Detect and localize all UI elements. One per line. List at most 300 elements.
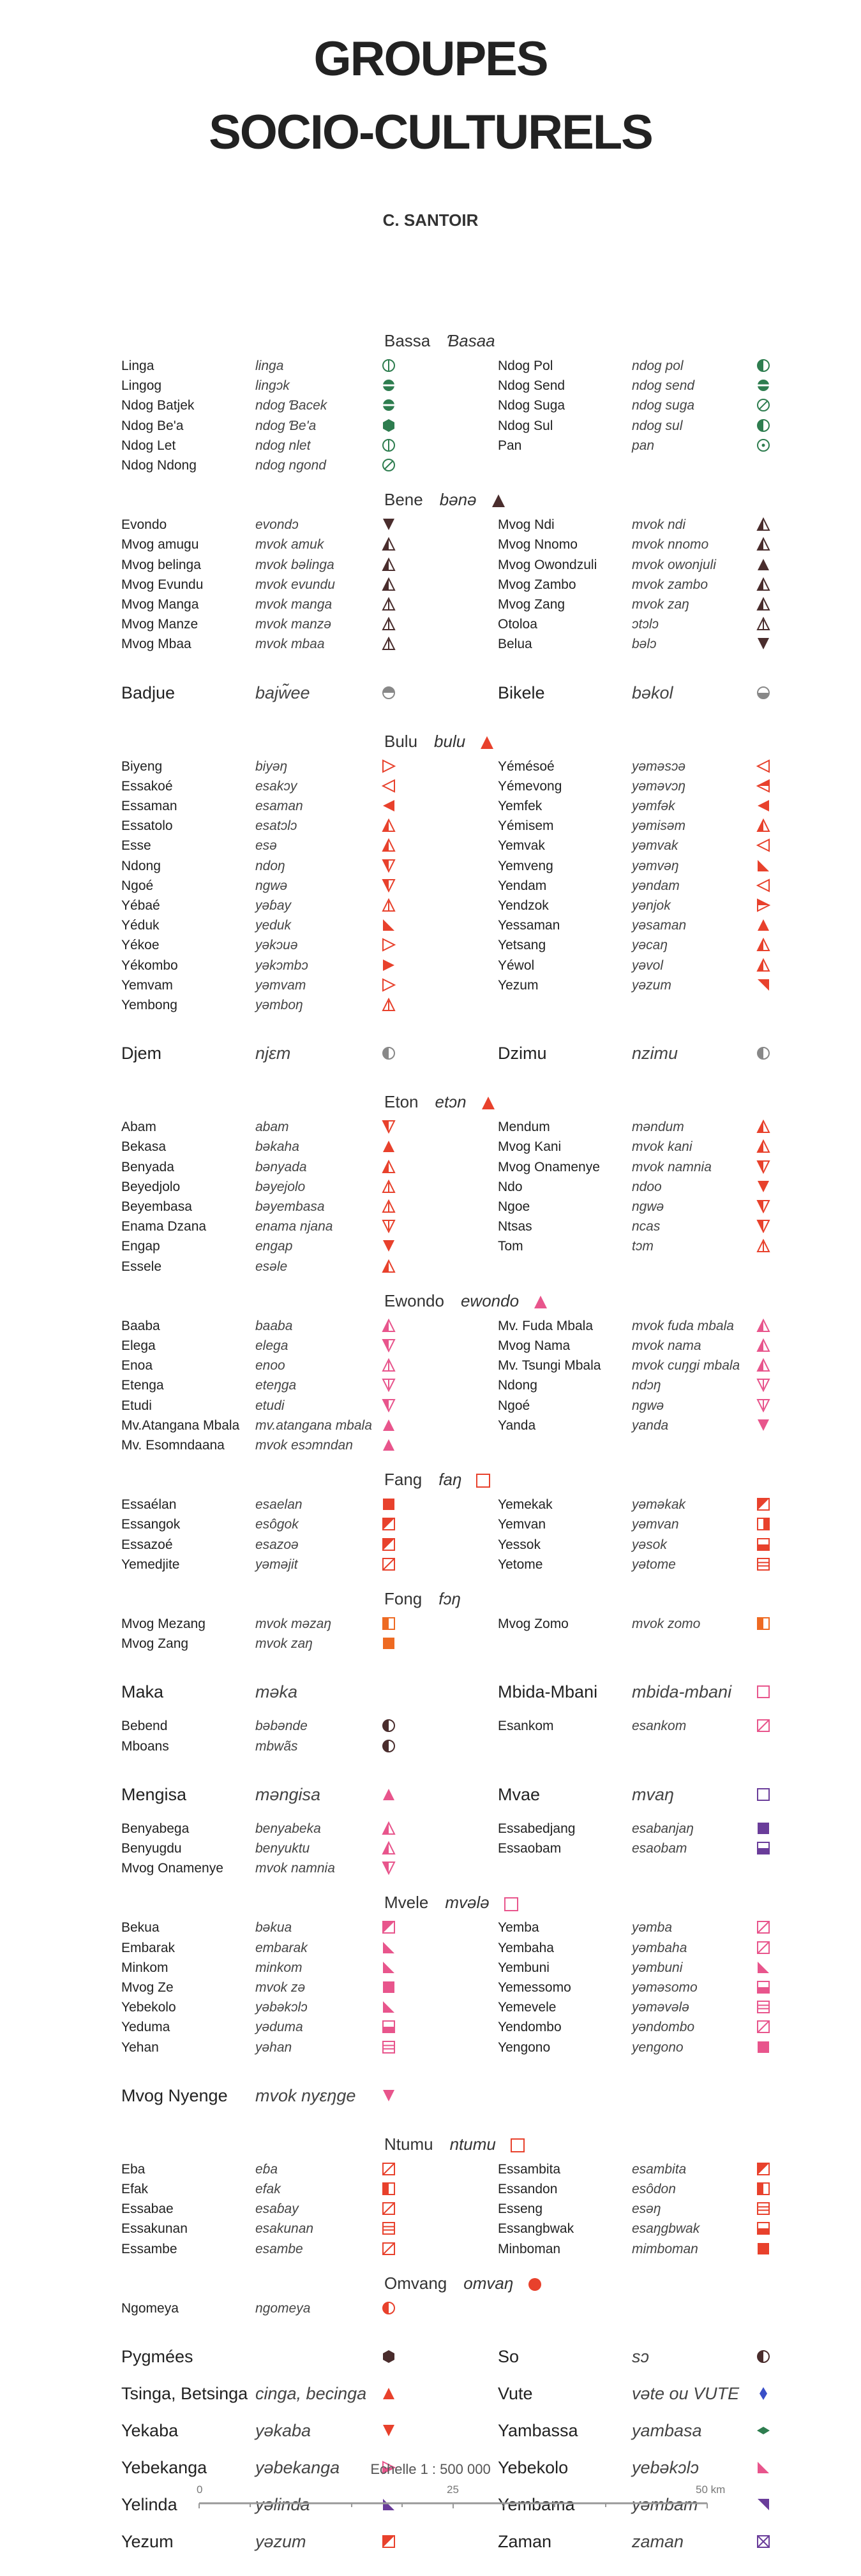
group-transcription: bəyejolo (255, 1179, 306, 1194)
legend-row (121, 1040, 401, 1066)
group-transcription: yəməvɔŋ (632, 778, 686, 794)
group-name: Yendombo (498, 2020, 562, 2035)
group-transcription: yanda (632, 1418, 669, 1433)
group-name: Mbida-Mbani (498, 1682, 598, 1702)
group-transcription: yəzum (255, 2532, 306, 2551)
legend-row (121, 1679, 401, 1705)
section-symbol-icon (519, 1291, 548, 1310)
group-transcription: yəməvələ (632, 2000, 689, 2015)
legend-row (121, 555, 401, 575)
section-header (384, 2134, 525, 2154)
group-name: Mvog Kani (498, 1139, 562, 1155)
group-transcription: tɔm (632, 1239, 654, 1254)
group-name: Yemevele (498, 2000, 557, 2015)
group-name: Yémevong (498, 778, 562, 794)
legend-row (121, 515, 401, 535)
group-name: Mvog Mezang (121, 1617, 206, 1631)
legend-row (121, 1375, 401, 1395)
title-line-2: SOCIO-CULTURELS (209, 105, 652, 159)
group-transcription: ndog pol (632, 359, 684, 373)
legend-row (498, 1117, 775, 1137)
group-transcription: yəkaba (255, 2421, 311, 2440)
legend-row (121, 436, 401, 455)
group-name: Ndog Sul (498, 418, 553, 433)
group-transcription: esatɔlɔ (255, 818, 297, 834)
legend-row (121, 416, 401, 436)
group-transcription: mvok nama (632, 1338, 701, 1353)
group-name: Mvog Onamenye (498, 1159, 600, 1174)
group-name: Ndong (121, 858, 161, 873)
legend-row (498, 776, 775, 796)
legend-row (498, 876, 775, 896)
legend-row (121, 1736, 401, 1756)
group-transcription: esakɔy (255, 778, 297, 794)
legend-row (121, 2298, 401, 2318)
legend-row (498, 1555, 775, 1574)
group-transcription: yəmbam (632, 2495, 698, 2514)
legend-row (121, 836, 401, 855)
group-transcription: ndog Ɓacek (255, 398, 327, 413)
legend-row (121, 680, 401, 706)
legend-row (121, 614, 401, 634)
legend-row (121, 915, 401, 935)
group-name: So (498, 2347, 520, 2366)
group-name: Yehan (121, 2039, 159, 2055)
group-transcription: yengono (632, 2039, 684, 2055)
legend-row (121, 1978, 401, 1997)
group-transcription: esôdon (632, 2182, 676, 2196)
group-transcription: eɓa (255, 2161, 278, 2177)
section-transcription: bulu (434, 731, 466, 751)
legend-row (121, 1958, 401, 1978)
scale-label: Echelle 1 : 500 000 (370, 2461, 491, 2477)
legend-row (498, 1839, 775, 1858)
group-transcription: yəmba (632, 1920, 673, 1936)
group-transcription: yeduk (255, 918, 292, 933)
group-transcription: ngwə (255, 878, 288, 893)
section-transcription: omvaŋ (463, 2273, 514, 2293)
group-transcription: yəmvam (255, 977, 306, 993)
group-name: Belua (498, 637, 532, 652)
group-transcription: bəlɔ (632, 637, 657, 652)
author: C. SANTOIR (382, 211, 479, 230)
group-name: Yezum (498, 977, 539, 993)
group-name: Essabae (121, 2202, 174, 2217)
group-name: Essambe (121, 2241, 177, 2256)
section-symbol-icon (490, 1893, 519, 1912)
section-header (384, 1892, 519, 1913)
legend-row (121, 535, 401, 554)
legend-row (121, 2344, 401, 2369)
legend-row (498, 836, 775, 855)
legend-row (498, 1819, 775, 1839)
group-name: Ndog Ndong (121, 458, 197, 473)
legend-row (121, 376, 401, 396)
group-transcription: mvok manzə (255, 617, 332, 632)
group-name: Essele (121, 1259, 162, 1274)
legend-row (498, 1782, 775, 1807)
group-transcription: esaelan (255, 1497, 303, 1513)
legend-row (121, 1316, 401, 1336)
group-name: Mv. Tsungi Mbala (498, 1358, 601, 1373)
group-transcription: benyabeka (255, 1821, 321, 1836)
group-transcription: yəməsɔə (632, 759, 686, 774)
legend-row (498, 1997, 775, 2017)
legend-row (498, 436, 775, 455)
group-name: Mvog Zambo (498, 577, 576, 592)
group-name: Yemfek (498, 799, 543, 813)
legend-row (498, 1918, 775, 1937)
group-transcription: yəndombo (632, 2020, 695, 2035)
section-header (384, 1291, 548, 1311)
legend-row (498, 575, 775, 595)
legend-row (121, 1555, 401, 1574)
group-transcription: mvok esɔmndan (255, 1438, 353, 1453)
group-transcription: bənyada (255, 1159, 307, 1174)
section-transcription: fɔŋ (438, 1589, 461, 1608)
section-symbol-icon (461, 1470, 491, 1489)
group-transcription: mvok bəlinga (255, 557, 334, 572)
group-name: Ngoe (498, 1199, 530, 1214)
legend-row (121, 956, 401, 975)
group-name: Yékombo (121, 958, 178, 973)
section-name: Eton (384, 1092, 419, 1112)
group-name: Yémésoé (498, 759, 555, 774)
group-transcription: ɔtɔlɔ (632, 617, 659, 632)
group-name: Essangok (121, 1517, 181, 1532)
group-transcription: ndɔŋ (632, 1378, 661, 1393)
group-transcription: ndog Ɓe'a (255, 418, 317, 433)
section-name: Mvele (384, 1893, 429, 1913)
group-transcription: bəbənde (255, 1719, 308, 1734)
group-transcription: yəzum (632, 977, 671, 993)
group-name: Engap (121, 1239, 160, 1254)
legend-row (498, 1356, 775, 1375)
legend-row (121, 1514, 401, 1534)
group-name: Yendzok (498, 898, 549, 913)
group-name: Yessok (498, 1537, 541, 1552)
group-name: Yambassa (498, 2421, 578, 2440)
group-name: Mendum (498, 1120, 550, 1135)
group-name: Yembong (121, 998, 177, 1012)
legend-row (121, 1177, 401, 1197)
legend-row (498, 2418, 775, 2443)
group-transcription: elega (255, 1338, 288, 1353)
group-transcription: bəkaha (255, 1139, 299, 1155)
group-name: Beyembasa (121, 1199, 192, 1214)
group-transcription: mvok zaŋ (255, 1636, 313, 1652)
legend-row (121, 2017, 401, 2037)
group-transcription: ndog nlet (255, 438, 311, 453)
group-transcription: yəməjit (255, 1557, 298, 1572)
group-transcription: enoo (255, 1358, 285, 1373)
group-name: Yembaha (498, 1940, 554, 1955)
group-name: Ndo (498, 1179, 523, 1194)
section-name: Bulu (384, 731, 418, 751)
group-transcription: mvok məzaŋ (255, 1617, 332, 1631)
legend-row (121, 1839, 401, 1858)
group-name: Embarak (121, 1940, 176, 1955)
legend-row (121, 2219, 401, 2239)
legend-row (498, 376, 775, 396)
legend-row (121, 995, 401, 1015)
group-transcription: yəmvak (632, 838, 678, 854)
legend-row (121, 1416, 401, 1435)
group-name: Abam (121, 1120, 156, 1135)
section-name: Fong (384, 1589, 423, 1608)
legend-row (498, 1716, 775, 1736)
legend-row (121, 1197, 401, 1217)
legend-row (498, 1236, 775, 1256)
group-transcription: esaɓay (255, 2202, 299, 2217)
group-transcription: yəməsomo (632, 1980, 698, 1995)
group-name: Mv. Esomndaana (121, 1438, 225, 1453)
group-name: Pygmées (121, 2347, 193, 2366)
legend-row (121, 1396, 401, 1416)
group-name: Yéduk (121, 918, 160, 933)
section-header (384, 1469, 491, 1490)
section-name: Ewondo (384, 1291, 444, 1310)
legend-row (121, 1634, 401, 1654)
group-transcription: eteŋga (255, 1378, 297, 1393)
group-name: Minboman (498, 2241, 561, 2256)
legend-row (121, 2159, 401, 2179)
group-transcription: mbida-mbani (632, 1682, 732, 1702)
group-name: Badjue (121, 683, 176, 702)
group-transcription: yəbekanga (255, 2458, 340, 2477)
group-transcription: bəkol (632, 683, 673, 702)
group-transcription: esambita (632, 2161, 687, 2177)
group-transcription: mvok zə (255, 1980, 306, 1995)
legend-row (498, 2199, 775, 2219)
group-transcription: yəmboŋ (255, 998, 303, 1012)
group-name: Yezum (121, 2532, 174, 2551)
section-transcription: bənə (439, 490, 477, 510)
group-name: Yékoe (121, 938, 160, 953)
group-transcription: abam (255, 1120, 289, 1135)
group-name: Yeduma (121, 2020, 170, 2035)
group-name: Esankom (498, 1719, 554, 1734)
legend-row (121, 975, 401, 995)
legend-row (121, 2083, 401, 2108)
group-transcription: məngisa (255, 1784, 321, 1804)
group-name: Mboans (121, 1738, 169, 1754)
group-name: Essandon (498, 2182, 558, 2196)
group-transcription: mvok nnomo (632, 537, 709, 552)
group-transcription: mvok kani (632, 1139, 693, 1155)
group-name: Yemvan (498, 1517, 546, 1532)
group-name: Tom (498, 1239, 523, 1254)
group-transcription: enama njana (255, 1219, 333, 1234)
group-transcription: mvok zaŋ (632, 597, 689, 612)
group-transcription: evondɔ (255, 517, 299, 533)
group-name: Djem (121, 1044, 162, 1063)
legend-row (498, 356, 775, 376)
legend-row (121, 1356, 401, 1375)
group-transcription: yambasa (632, 2421, 702, 2440)
group-transcription: mv.atangana mbala (255, 1418, 372, 1433)
legend-row (121, 896, 401, 915)
legend-row (121, 2199, 401, 2219)
group-transcription: yəkɔmbɔ (255, 958, 308, 973)
group-name: Maka (121, 1682, 164, 1702)
group-name: Dzimu (498, 1044, 547, 1063)
legend-row (498, 1137, 775, 1157)
legend-row (121, 1782, 401, 1807)
group-name: Linga (121, 359, 154, 373)
legend-row (121, 1495, 401, 1514)
scale-tick-25: 25 (447, 2483, 459, 2496)
group-transcription: mbwãs (255, 1738, 298, 1754)
group-name: Minkom (121, 1960, 168, 1975)
group-name: Essaman (121, 799, 177, 813)
legend-row (121, 796, 401, 816)
group-name: Yendam (498, 878, 547, 893)
group-name: Essakoé (121, 778, 173, 794)
legend-row (121, 1217, 401, 1236)
legend-row (498, 1197, 775, 1217)
group-transcription: esazoə (255, 1537, 299, 1552)
group-name: Baaba (121, 1318, 160, 1333)
group-name: Essakunan (121, 2221, 188, 2237)
group-transcription: yəsaman (632, 918, 687, 933)
group-transcription: yəcaŋ (632, 938, 668, 953)
group-name: Ntsas (498, 1219, 532, 1234)
group-name: Mvog Ze (121, 1980, 174, 1995)
group-transcription: esəle (255, 1259, 288, 1274)
group-transcription: yəmbuni (632, 1960, 683, 1975)
group-transcription: məka (255, 1682, 298, 1702)
group-name: Yembama (498, 2495, 575, 2514)
group-transcription: esə (255, 838, 277, 854)
group-transcription: embarak (255, 1940, 308, 1955)
section-transcription: faŋ (438, 1470, 462, 1490)
group-name: Yemedjite (121, 1557, 180, 1572)
scale-bar (198, 2499, 708, 2510)
group-name: Yelinda (121, 2495, 177, 2514)
group-transcription: ngomeya (255, 2300, 311, 2316)
group-transcription: esaŋgbwak (632, 2221, 700, 2237)
section-transcription: mvələ (445, 1893, 490, 1913)
group-name: Esse (121, 838, 151, 854)
group-transcription: etudi (255, 1398, 285, 1413)
group-name: Beyedjolo (121, 1179, 181, 1194)
group-transcription: ndoŋ (255, 858, 285, 873)
group-transcription: ndoo (632, 1179, 662, 1194)
group-transcription: esaobam (632, 1841, 687, 1856)
section-header (384, 731, 495, 751)
legend-row (498, 634, 775, 654)
section-name: Bassa (384, 331, 431, 350)
legend-row (498, 555, 775, 575)
legend-row (121, 1336, 401, 1356)
group-transcription: mvok mbaa (255, 637, 325, 652)
legend-row (121, 356, 401, 376)
legend-row (498, 1495, 775, 1514)
section-symbol-icon (467, 1092, 496, 1111)
legend-row (121, 396, 401, 415)
legend-row (498, 2159, 775, 2179)
legend-row (121, 935, 401, 955)
group-name: Enoa (121, 1358, 153, 1373)
group-transcription: vəte ou VUTE (632, 2384, 740, 2403)
group-name: Ndong (498, 1378, 537, 1393)
group-transcription: mvok cuŋgi mbala (632, 1358, 740, 1373)
legend-row (121, 856, 401, 876)
legend-row (498, 1157, 775, 1177)
group-name: Vute (498, 2384, 533, 2403)
group-transcription: ngwə (632, 1199, 664, 1214)
group-transcription: ndog ngond (255, 458, 326, 473)
group-name: Essambita (498, 2161, 561, 2177)
group-name: Tsinga, Betsinga (121, 2384, 248, 2403)
group-name: Benyugdu (121, 1841, 182, 1856)
group-transcription: esabanjaŋ (632, 1821, 694, 1836)
legend-row (498, 2219, 775, 2239)
legend-row (498, 935, 775, 955)
legend-row (498, 856, 775, 876)
section-name: Bene (384, 490, 423, 510)
legend-row (498, 1535, 775, 1555)
legend-row (498, 1416, 775, 1435)
group-transcription: minkom (255, 1960, 303, 1975)
group-transcription: ndog sul (632, 418, 683, 433)
group-name: Yéwol (498, 958, 535, 973)
group-transcription: yəɓay (255, 898, 292, 913)
group-name: Yetome (498, 1557, 543, 1572)
group-name: Yemekak (498, 1497, 553, 1513)
legend-row (121, 1236, 401, 1256)
group-name: Mvog Onamenye (121, 1861, 223, 1876)
group-name: Benyada (121, 1159, 174, 1174)
group-name: Efak (121, 2182, 149, 2196)
group-name: Mvae (498, 1784, 541, 1804)
legend-row (121, 776, 401, 796)
group-name: Etudi (121, 1398, 152, 1413)
legend-row (498, 2239, 775, 2259)
legend-row (498, 757, 775, 776)
legend-row (121, 2529, 401, 2554)
group-transcription: yəndam (632, 878, 680, 893)
group-name: Yembuni (498, 1960, 550, 1975)
group-name: Bekasa (121, 1139, 167, 1155)
group-transcription: nzimu (632, 1044, 678, 1063)
group-name: Yessaman (498, 918, 560, 933)
section-symbol-icon (465, 732, 495, 751)
group-transcription: esôgok (255, 1517, 299, 1532)
group-name: Lingog (121, 378, 162, 394)
group-transcription: mvok evundu (255, 577, 335, 592)
group-name: Yanda (498, 1418, 536, 1433)
legend-row (121, 2038, 401, 2057)
group-name: Essangbwak (498, 2221, 574, 2237)
section-header (384, 330, 495, 351)
legend-row (498, 1396, 775, 1416)
group-transcription: bəyembasa (255, 1199, 325, 1214)
legend-row (498, 915, 775, 935)
group-transcription: mvok nyɛŋge (255, 2085, 356, 2105)
group-name: Yemveng (498, 858, 553, 873)
group-name: Bebend (121, 1719, 168, 1734)
group-transcription: njɛm (255, 1044, 291, 1063)
group-transcription: yənjok (632, 898, 671, 913)
section-transcription: Ɓasaa (447, 331, 495, 350)
legend-row (498, 896, 775, 915)
group-name: Yébaé (121, 898, 160, 913)
legend-row (498, 1040, 775, 1066)
group-name: Mvog amugu (121, 537, 199, 552)
group-transcription: mvok namnia (632, 1159, 712, 1174)
